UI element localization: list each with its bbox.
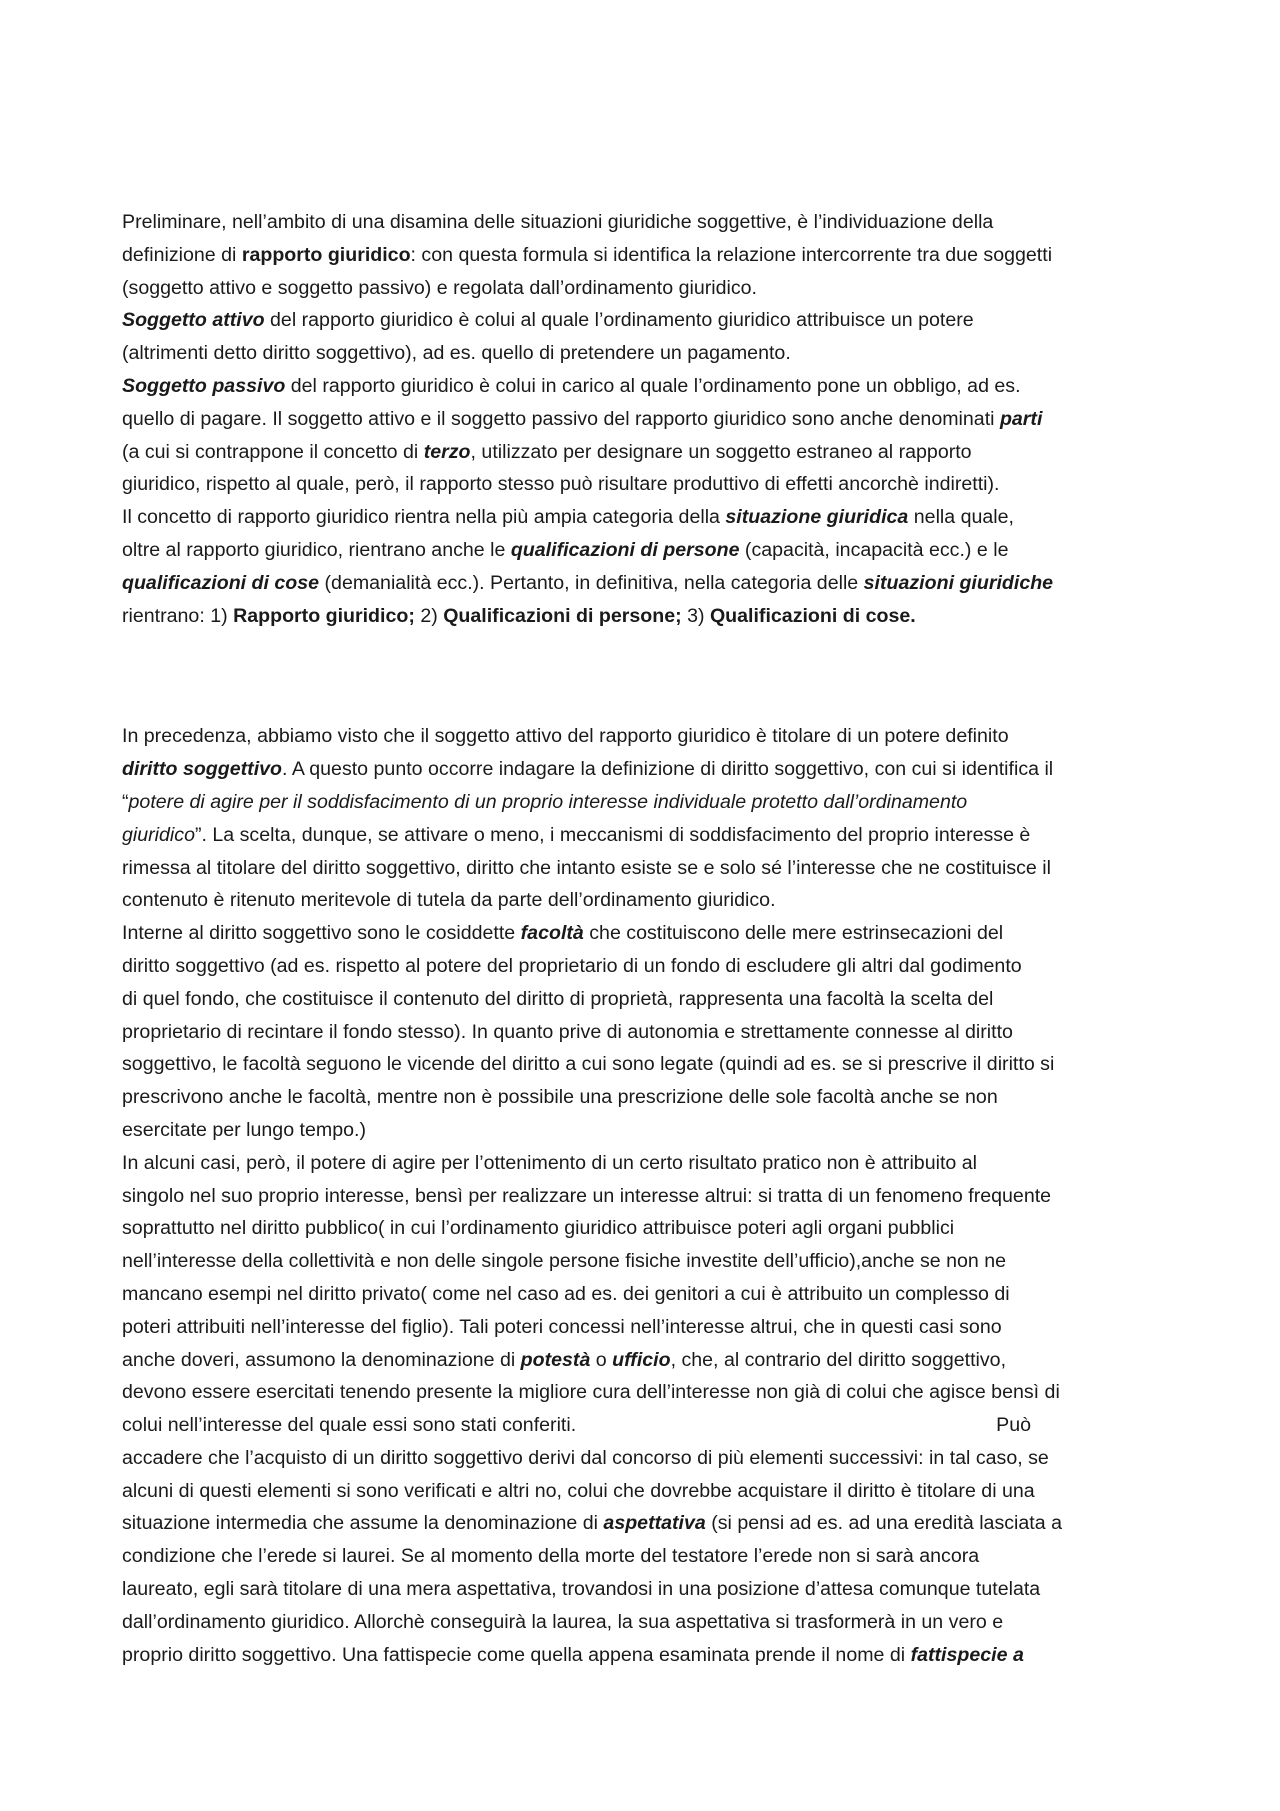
text-line: Il concetto di rapporto giuridico rientra nella più ampia categoria della situazione giuridica nella quale, <box>122 506 1014 529</box>
text-line: anche doveri, assumono la denominazione di potestà o ufficio, che, al contrario del diritto soggettivo, <box>122 1348 1007 1371</box>
text-line: definizione di rapporto giuridico: con questa formula si identifica la relazione intercorrente tra due soggetti <box>122 243 1053 266</box>
text-line: laureato, egli sarà titolare di una mera aspettativa, trovandosi in una posizione d’attesa comunque tutelata <box>122 1578 1041 1601</box>
term-soggetto-passivo: Soggetto passivo <box>122 374 286 397</box>
paragraph-situazione-giuridica <box>122 501 1167 632</box>
text-line: In alcuni casi, però, il potere di agire per l’ottenimento di un certo risultato pratico non è attribuito al <box>122 1151 977 1174</box>
paragraph-potesta-ufficio <box>122 1147 1167 1442</box>
definition-quote-end: giuridico <box>122 823 195 846</box>
text-line: mancano esempi nel diritto privato( come nel caso ad es. dei genitori a cui è attribuito un complesso di <box>122 1282 1010 1305</box>
list-item-rapporto-giuridico: Rapporto giuridico; <box>233 604 415 627</box>
text-line: accadere che l’acquisto di un diritto soggettivo derivi dal concorso di più elementi successivi: in tal caso, se <box>122 1446 1049 1469</box>
text-line: prescrivono anche le facoltà, mentre non è possibile una prescrizione delle sole facoltà anche se non <box>122 1086 998 1109</box>
text-line: condizione che l’erede si laurei. Se al momento della morte del testatore l’erede non si sarà ancora <box>122 1545 980 1568</box>
term-rapporto-giuridico: rapporto giuridico <box>241 243 411 266</box>
text-line: colui nell’interesse del quale essi sono stati conferiti. Può <box>122 1414 1032 1437</box>
text-line: soprattutto nel diritto pubblico( in cui l’ordinamento giuridico attribuisce poteri agli organi pubblici <box>122 1217 955 1240</box>
text-line: Interne al diritto soggettivo sono le cosiddette facoltà che costituiscono delle mere estrinsecazioni del <box>122 922 1004 945</box>
text-line: giuridico, rispetto al quale, però, il rapporto stesso può risultare produttivo di effetti ancorchè indiretti). <box>122 473 1000 496</box>
term-qualificazioni-di-persone: qualificazioni di persone <box>510 538 740 561</box>
term-ufficio: ufficio <box>612 1348 671 1371</box>
text-line: contenuto è ritenuto meritevole di tutela da parte dell’ordinamento giuridico. <box>122 889 776 912</box>
text-line: oltre al rapporto giuridico, rientrano anche le qualificazioni di persone (capacità, incapacità ecc.) e le <box>122 538 1009 561</box>
term-parti: parti <box>999 407 1043 430</box>
text-line: Soggetto passivo del rapporto giuridico è colui in carico al quale l’ordinamento pone un obbligo, ad es. <box>122 374 1021 397</box>
paragraph-soggetto-passivo <box>122 370 1167 501</box>
text-line: situazione intermedia che assume la denominazione di aspettativa (si pensi ad es. ad una eredità lasciata a <box>122 1512 1062 1535</box>
text-line: Soggetto attivo del rapporto giuridico è colui al quale l’ordinamento giuridico attribuisce un potere <box>122 309 974 332</box>
section-divider-space <box>122 632 1167 720</box>
text-line: In precedenza, abbiamo visto che il soggetto attivo del rapporto giuridico è titolare di un potere definito <box>122 725 1009 748</box>
text-line: giuridico”. La scelta, dunque, se attivare o meno, i meccanismi di soddisfacimento del proprio interesse è <box>122 823 1031 846</box>
text-line: rientrano: 1) Rapporto giuridico; 2) Qualificazioni di persone; 3) Qualificazioni di cose. <box>122 604 916 627</box>
term-facolta: facoltà <box>520 922 584 945</box>
text-line: singolo nel suo proprio interesse, bensì per realizzare un interesse altrui: si tratta di un fenomeno frequente <box>122 1184 1052 1207</box>
text-line: qualificazioni di cose (demanialità ecc.). Pertanto, in definitiva, nella categoria delle situazioni giuridiche <box>122 571 1054 594</box>
term-potesta: potestà <box>520 1348 591 1371</box>
term-fattispecie: fattispecie a <box>910 1643 1024 1666</box>
definition-quote: potere di agire per il soddisfacimento di un proprio interesse individuale protetto dall’ordinamento <box>128 790 968 813</box>
document-page <box>122 206 1167 1671</box>
paragraph-diritto-soggettivo <box>122 720 1167 917</box>
paragraph-facolta <box>122 917 1167 1147</box>
term-diritto-soggettivo: diritto soggettivo <box>122 758 283 781</box>
text-line: (altrimenti detto diritto soggettivo), ad es. quello di pretendere un pagamento. <box>122 342 791 365</box>
text-line: quello di pagare. Il soggetto attivo e il soggetto passivo del rapporto giuridico sono anche denominati parti <box>122 407 1043 430</box>
text-line: dall’ordinamento giuridico. Allorchè conseguirà la laurea, la sua aspettativa si trasformerà in un vero e <box>122 1610 1004 1633</box>
text-line: rimessa al titolare del diritto soggettivo, diritto che intanto esiste se e solo sé l’interesse che ne costituisce il <box>122 856 1051 879</box>
paragraph-soggetto-attivo <box>122 304 1167 370</box>
list-item-qualificazioni-cose: Qualificazioni di cose. <box>709 604 916 627</box>
paragraph-aspettativa <box>122 1442 1167 1672</box>
text-line: soggettivo, le facoltà seguono le vicende del diritto a cui sono legate (quindi ad es. se si prescrive il diritto si <box>122 1053 1055 1076</box>
term-situazione-giuridica: situazione giuridica <box>725 506 909 529</box>
term-terzo: terzo <box>423 440 471 463</box>
term-soggetto-attivo: Soggetto attivo <box>122 309 265 332</box>
text-line: alcuni di questi elementi si sono verificati e altri no, colui che dovrebbe acquistare il diritto è titolare di una <box>122 1479 1035 1502</box>
text-line: proprio diritto soggettivo. Una fattispecie come quella appena esaminata prende il nome di fattispecie a <box>122 1643 1024 1666</box>
list-item-qualificazioni-persone: Qualificazioni di persone; <box>443 604 682 627</box>
text-line: diritto soggettivo. A questo punto occorre indagare la definizione di diritto soggettivo, con cui si identifica il <box>122 758 1054 781</box>
text-line: (soggetto attivo e soggetto passivo) e regolata dall’ordinamento giuridico. <box>122 276 757 299</box>
term-aspettativa: aspettativa <box>603 1512 706 1535</box>
text-line: proprietario di recintare il fondo stesso). In quanto prive di autonomia e strettamente connesse al diritto <box>122 1020 1013 1043</box>
text-line: poteri attribuiti nell’interesse del figlio). Tali poteri concessi nell’interesse altrui, che in questi casi sono <box>122 1315 1002 1338</box>
paragraph-rapporto-giuridico <box>122 206 1167 304</box>
text-line: Preliminare, nell’ambito di una disamina delle situazioni giuridiche soggettive, è l’individuazione della <box>122 211 994 233</box>
text-line: diritto soggettivo (ad es. rispetto al potere del proprietario di un fondo di escludere gli altri dal godimento <box>122 954 1022 977</box>
text-line: devono essere esercitati tenendo presente la migliore cura dell’interesse non già di colui che agisce bensì di <box>122 1381 1060 1404</box>
text-line: (a cui si contrappone il concetto di terzo, utilizzato per designare un soggetto estraneo al rapporto <box>122 440 972 463</box>
text-line: esercitate per lungo tempo.) <box>122 1118 366 1141</box>
text-line: di quel fondo, che costituisce il contenuto del diritto di proprietà, rappresenta una facoltà la scelta del <box>122 987 994 1010</box>
text-line: nell’interesse della collettività e non delle singole persone fisiche investite dell’ufficio),anche se non ne <box>122 1250 1007 1273</box>
term-situazioni-giuridiche: situazioni giuridiche <box>863 571 1054 594</box>
text-line: “potere di agire per il soddisfacimento di un proprio interesse individuale protetto dall’ordinamento <box>122 790 968 813</box>
term-qualificazioni-di-cose: qualificazioni di cose <box>122 571 320 594</box>
